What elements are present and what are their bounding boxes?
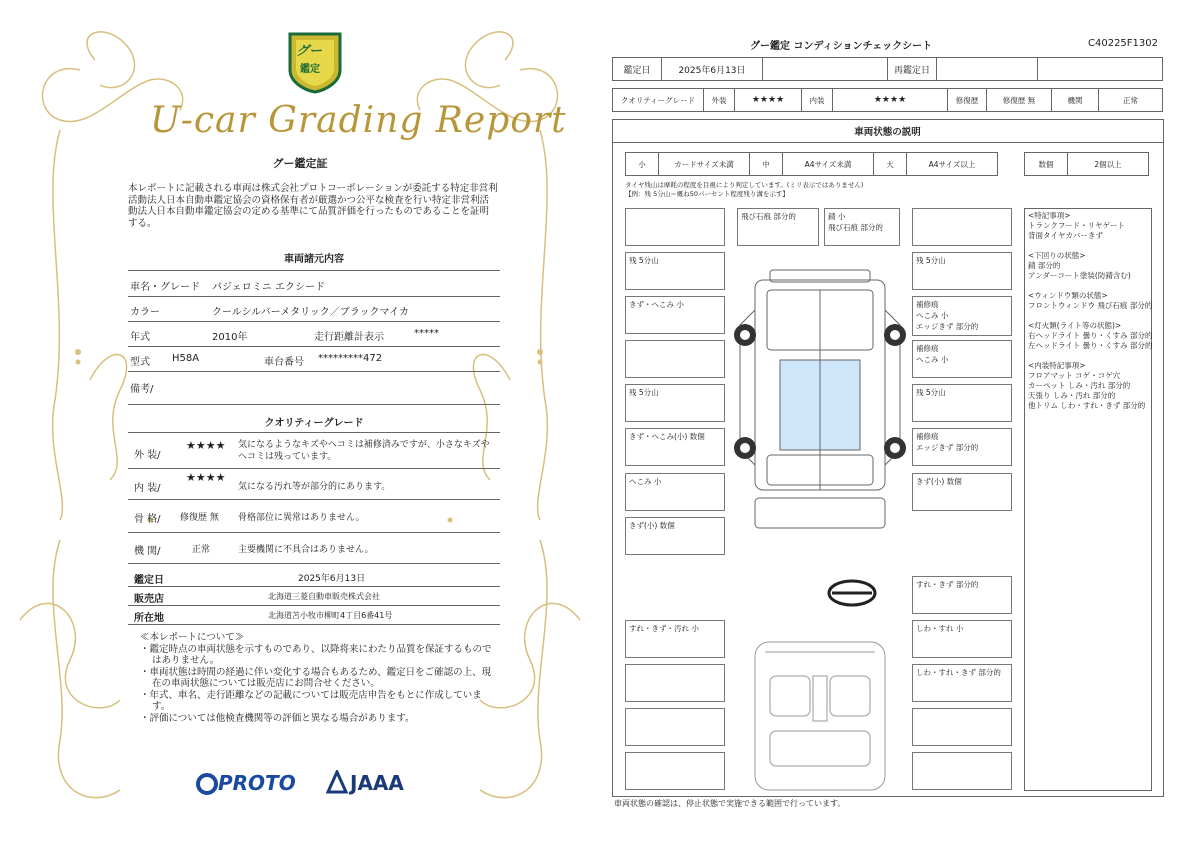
model-label: 型式	[130, 357, 150, 368]
row-car-name	[128, 272, 500, 297]
size-big: 大	[873, 152, 907, 176]
chassis-value: *********472	[318, 353, 383, 364]
car-interior-diagram	[725, 636, 915, 796]
ext-stars: ★★★★	[734, 88, 802, 112]
redate-blank	[1037, 57, 1163, 81]
report-script-title: U-car Grading Report	[150, 100, 567, 141]
engine-value: 正常	[192, 545, 211, 555]
damage-label-right-4: 補修痕 へこみ 小	[912, 340, 1012, 378]
int-stars: ★★★★	[832, 88, 948, 112]
condition-check-sheet	[600, 0, 1200, 848]
engine-value: 正常	[1098, 88, 1163, 112]
interior-stars: ★★★★	[186, 471, 226, 484]
redate-value	[936, 57, 1038, 81]
size-big-text: A4サイズ以上	[906, 152, 998, 176]
mileage-label: 走行距離計表示	[314, 332, 384, 343]
note-item: ・鑑定時点の車両状態を示すものであり、以降将来にわたり品質を保証するものではありません。	[140, 643, 492, 666]
jaaa-logo-icon	[326, 770, 348, 796]
interior-label-left-2	[625, 664, 725, 702]
shop-label: 販売店	[134, 594, 164, 605]
damage-label-right-3: 補修痕 へこみ 小 エッジきず 部分的	[912, 296, 1012, 336]
interior-label-left-3	[625, 708, 725, 746]
size-small-text: カードサイズ未満	[658, 152, 750, 176]
interior-label-right-3: しわ・すれ・きず 部分的	[912, 664, 1012, 702]
damage-label-left-6: きず・へこみ(小) 数個	[625, 428, 725, 466]
interior-label-left-4	[625, 752, 725, 790]
repair-label: 修復歴	[947, 88, 987, 112]
row-interior	[128, 469, 500, 500]
damage-label-left-4	[625, 340, 725, 378]
size-small: 小	[625, 152, 659, 176]
condition-title: 車両状態の説明	[854, 127, 921, 138]
spec-section-title: 車両諸元内容	[284, 254, 344, 265]
interior-label-right-2: しわ・すれ 小	[912, 620, 1012, 658]
engine-label: 機 関/	[134, 546, 161, 557]
note-item: ・車両状態は時間の経過に伴い変化する場合もあるため、鑑定日をご確認の上、現在の車両状態については販売店にお問合せください。	[140, 666, 492, 689]
damage-label-right-2: 残 5分山	[912, 252, 1012, 290]
spec-notes: <特記事項> トランクフード・リヤゲート 背面タイヤカバーきず <下回りの状態> 錆 部分的 アンダーコート塗装(防錆含む) <ウィンドウ類の状態> フロントウィンドウ 飛び石痕 部分的 <灯火類(ライト等の状態)> 右ヘッドライト 曇り・くすみ 部分的 左ヘッドライト 曇り・くすみ 部分的 <内装特記事項> フロアマット コゲ・コゲ穴 カーペット しみ・汚れ 部分的 天張り しみ・汚れ 部分的 他トリム しわ・すれ・きず 部分的	[1028, 211, 1153, 410]
redate-label: 再鑑定日	[887, 57, 937, 81]
car-exterior-diagram	[725, 250, 915, 550]
sheet-code: C40225F1302	[1088, 38, 1158, 49]
row-address	[128, 606, 500, 625]
row-shop	[128, 587, 500, 606]
address-value: 北海道苫小牧市柳町4丁目6番41号	[268, 611, 393, 620]
certificate-body: 本レポートに記載される車両は株式会社プロトコーポレーションが委託する特定非営利活動法人日本自動車鑑定協会の資格保有者が厳選かつ公平な検査を行い特定非営利活動法人日本自動車鑑定協会の定める基準にて品質評価を行ったものであることを証明する。	[128, 183, 498, 229]
row-exterior	[128, 434, 500, 469]
damage-label-left-5: 残 5分山	[625, 384, 725, 422]
color-label: カラー	[130, 307, 160, 318]
date-value: 2025年6月13日	[298, 574, 366, 584]
damage-label-top-1: 飛び石痕 部分的	[737, 208, 819, 246]
damage-label-left-1	[625, 208, 725, 246]
color-value: クールシルバーメタリック／ブラックマイカ	[212, 307, 409, 318]
name-value: パジェロミニ エクシード	[212, 282, 325, 293]
ext-label: 外装	[703, 88, 735, 112]
damage-label-left-8: きず(小) 数個	[625, 517, 725, 555]
date-value: 2025年6月13日	[661, 57, 763, 81]
jaaa-logo-text: JAAA	[350, 771, 404, 795]
count-label: 数個	[1024, 152, 1068, 176]
row-engine	[128, 533, 500, 564]
model-value: H58A	[172, 353, 200, 364]
badge-text: 鑑定	[300, 64, 320, 75]
damage-label-top-2: 錆 小 飛び石痕 部分的	[824, 208, 900, 246]
date-label: 鑑定日	[612, 57, 662, 81]
frame-label: 骨 格/	[134, 514, 161, 525]
address-label: 所在地	[134, 613, 164, 624]
size-mid: 中	[749, 152, 783, 176]
row-appraisal-date	[128, 568, 500, 587]
badge-top-text: グー	[296, 44, 323, 59]
damage-label-right-6: 補修痕 エッジきず 部分的	[912, 428, 1012, 466]
exterior-label: 外 装/	[134, 450, 161, 461]
row-color	[128, 297, 500, 322]
proto-logo-icon	[196, 772, 218, 796]
sheet-footer: 車両状態の確認は、停止状態で実施できる範囲で行っています。	[614, 799, 846, 808]
sheet-title: グー鑑定 コンディションチェックシート	[750, 41, 933, 52]
exterior-stars: ★★★★	[186, 439, 226, 452]
note-item: ・年式、車名、走行距離などの記載については販売店申告をもとに作成しています。	[140, 689, 482, 712]
count-value: 2個以上	[1067, 152, 1149, 176]
row-frame	[128, 500, 500, 533]
frame-value: 修復歴 無	[180, 513, 219, 523]
interior-text: 気になる汚れ等が部分的にあります。	[238, 482, 391, 492]
year-value: 2010年	[212, 332, 248, 343]
damage-label-right-7: きず(小) 数個	[912, 473, 1012, 511]
engine-label: 機関	[1051, 88, 1099, 112]
row-remarks	[128, 372, 500, 405]
engine-text: 主要機関に不具合はありません。	[238, 545, 374, 555]
int-label: 内装	[801, 88, 833, 112]
report-notes	[140, 632, 495, 724]
interior-label-right-1: すれ・きず 部分的	[912, 576, 1012, 614]
mileage-value: *****	[414, 328, 439, 339]
frame-text: 骨格部位に異常はありません。	[238, 513, 365, 523]
quality-section-title: クオリティーグレード	[264, 418, 364, 429]
damage-label-left-2: 残 5分山	[625, 252, 725, 290]
row-year	[128, 322, 500, 347]
interior-label-right-4	[912, 708, 1012, 746]
exterior-text: 気になるようなキズやヘコミは補修済みですが、小さなキズやヘコミは残っています。	[238, 440, 490, 462]
row-model	[128, 347, 500, 372]
size-mid-text: A4サイズ未満	[782, 152, 874, 176]
damage-label-left-7: へこみ 小	[625, 473, 725, 511]
certificate-title: グー鑑定証	[272, 157, 328, 170]
chassis-label: 車台番号	[264, 357, 304, 368]
shop-value: 北海道三菱自動車販売株式会社	[268, 592, 380, 601]
interior-label-right-5	[912, 752, 1012, 790]
interior-label: 内 装/	[134, 483, 161, 494]
repair-value: 修復歴 無	[986, 88, 1052, 112]
grade-label: クオリティーグレード	[612, 88, 704, 112]
remarks-label: 備考/	[130, 384, 154, 395]
date-blank	[762, 57, 888, 81]
interior-label-left-1: すれ・きず・汚れ 小	[625, 620, 725, 658]
name-label: 車名・グレード	[130, 282, 200, 293]
damage-label-left-3: きず・へこみ 小	[625, 296, 725, 334]
year-label: 年式	[130, 332, 150, 343]
note-item: ・評価については他検査機関等の評価と異なる場合があります。	[140, 712, 415, 724]
damage-label-right-1	[912, 208, 1012, 246]
notes-title: ≪本レポートについて≫	[140, 632, 245, 643]
steering-wheel-icon	[826, 578, 878, 608]
proto-logo-text: PROTO	[218, 771, 296, 795]
date-label: 鑑定日	[134, 575, 164, 586]
tire-note-1: タイヤ残山は摩耗の程度を目視により判定しています。(ミリ表示ではありません)	[625, 181, 864, 189]
damage-label-right-5: 残 5分山	[912, 384, 1012, 422]
tire-note-2: 【例：残 5分山＝概ね50パーセント程度残り溝を示す】	[625, 190, 789, 198]
